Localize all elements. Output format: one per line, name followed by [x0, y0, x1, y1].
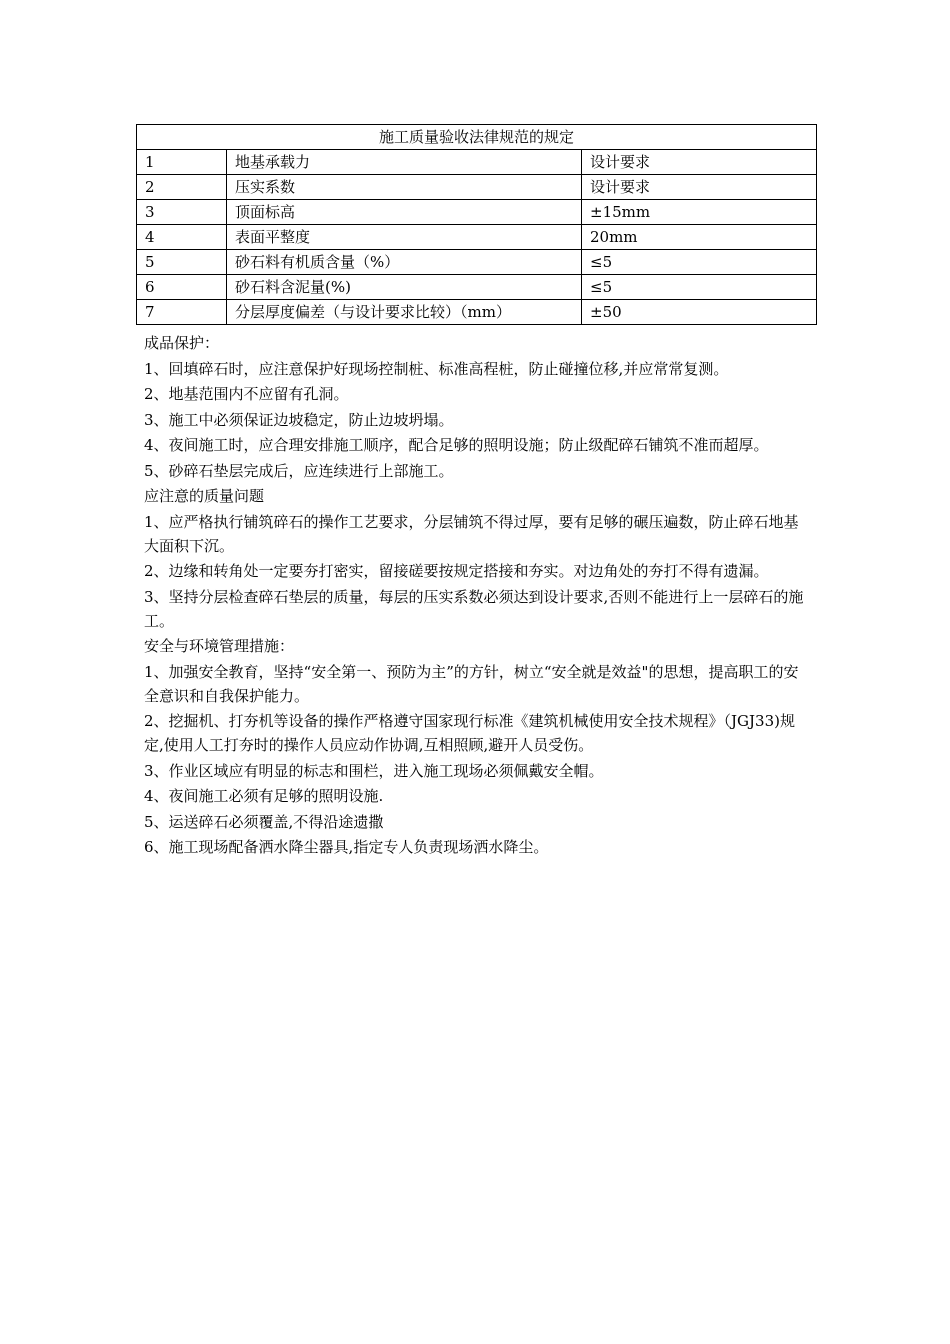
- paragraph: 2、边缘和转角处一定要夯打密实，留接磋要按规定搭接和夯实。对边角处的夯打不得有遗漏。: [144, 562, 769, 580]
- row-item: 顶面标高: [227, 200, 582, 225]
- paragraph: 5、运送碎石必须覆盖,不得沿途遗撒: [144, 812, 384, 831]
- row-number: 6: [137, 275, 227, 300]
- section-heading-safety-environment: 安全与环境管理措施：: [144, 637, 295, 655]
- row-requirement: ±15mm: [582, 200, 817, 225]
- table-row: [137, 175, 817, 200]
- row-item: 表面平整度: [227, 225, 582, 250]
- paragraph: 3、施工中必须保证边坡稳定，防止边坡坍塌。: [144, 410, 454, 429]
- row-item: 分层厚度偏差（与设计要求比较）（mm）: [227, 300, 582, 325]
- row-requirement: ≤5: [582, 275, 817, 300]
- paragraph: 5、砂碎石垫层完成后，应连续进行上部施工。: [144, 461, 454, 480]
- table-title: 施工质量验收法律规范的规定: [137, 125, 817, 150]
- row-number: 3: [137, 200, 227, 225]
- row-item: 砂石料含泥量(%): [227, 275, 582, 300]
- row-requirement: 20mm: [582, 225, 817, 250]
- row-requirement: 设计要求: [582, 175, 817, 200]
- paragraph: 6、施工现场配备洒水降尘器具,指定专人负责现场洒水降尘。: [144, 838, 549, 856]
- row-number: 5: [137, 250, 227, 275]
- paragraph: 4、夜间施工必须有足够的照明设施.: [144, 787, 384, 805]
- table-row: [137, 275, 817, 300]
- table-row: [137, 200, 817, 225]
- row-item: 地基承载力: [227, 150, 582, 175]
- acceptance-spec-table: [136, 124, 817, 325]
- section-heading-product-protection: 成品保护：: [144, 334, 220, 352]
- paragraph: 1、应严格执行铺筑碎石的操作工艺要求，分层铺筑不得过厚，要有足够的碾压遍数，防止碎石地基大面积下沉。: [144, 512, 799, 555]
- table-row: [137, 300, 817, 325]
- paragraph: 3、坚持分层检查碎石垫层的质量，每层的压实系数必须达到设计要求,否则不能进行上一层碎石的施工。: [144, 587, 804, 630]
- table-title-row: [137, 125, 817, 150]
- row-number: 1: [137, 150, 227, 175]
- paragraph: 4、夜间施工时，应合理安排施工顺序，配合足够的照明设施；防止级配碎石铺筑不准而超厚。: [144, 436, 769, 454]
- paragraph: 3、作业区域应有明显的标志和围栏，进入施工现场必须佩戴安全帽。: [144, 761, 604, 780]
- paragraph: 2、挖掘机、打夯机等设备的操作严格遵守国家现行标准《建筑机械使用安全技术规程》（JGJ33)规定,使用人工打夯时的操作人员应动作协调,互相照顾,避开人员受伤。: [144, 712, 795, 754]
- row-number: 4: [137, 225, 227, 250]
- row-number: 7: [137, 300, 227, 325]
- paragraph: 1、加强安全教育，坚持“安全第一、预防为主”的方针，树立“安全就是效益"的思想，提高职工的安全意识和自我保护能力。: [144, 662, 799, 705]
- row-item: 砂石料有机质含量（%）: [227, 250, 582, 275]
- row-number: 2: [137, 175, 227, 200]
- table-row: [137, 150, 817, 175]
- paragraph: 1、回填碎石时，应注意保护好现场控制桩、标准高程桩，防止碰撞位移,并应常常复测。: [144, 359, 729, 378]
- row-requirement: ±50: [582, 300, 817, 325]
- row-item: 压实系数: [227, 175, 582, 200]
- table-row: [137, 250, 817, 275]
- paragraph: 2、地基范围内不应留有孔洞。: [144, 385, 349, 403]
- row-requirement: ≤5: [582, 250, 817, 275]
- section-heading-quality-issues: 应注意的质量问题: [144, 487, 265, 505]
- row-requirement: 设计要求: [582, 150, 817, 175]
- document-body: [144, 331, 812, 861]
- table-row: [137, 225, 817, 250]
